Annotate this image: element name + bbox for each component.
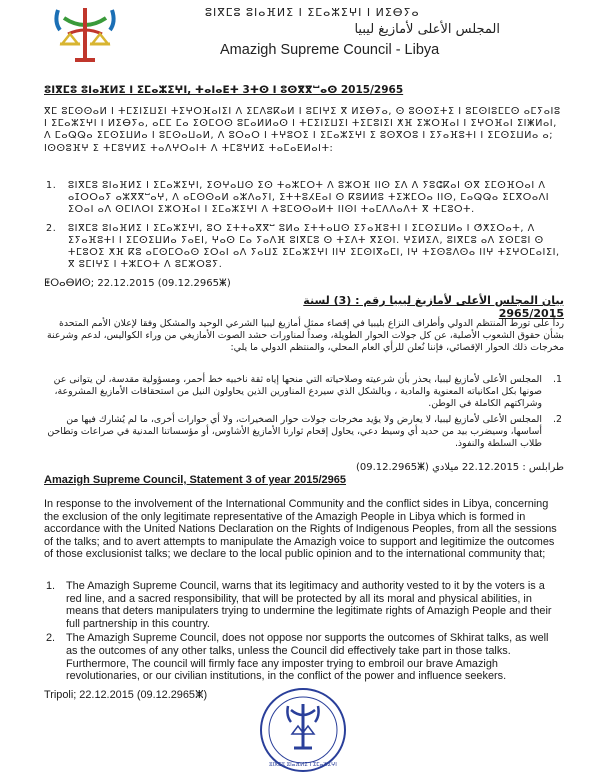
council-logo <box>50 4 120 64</box>
list-item-text: ⵓⵏⴳⵎⵓ ⵓⵏⴰⴼⵍⵉ ⵏ ⵉⵎⴰⵣⵉⵖⵏ, ⵉⵙⵖⴰⵡⵙ ⵉⵙ ⵜⴰⵣⵎⵔⵜ ⴷ ⵓⵣⵔⴼ ⵏⵏⵙ ⵉⴷ ⴷ ⵢⵓⵛⴽⴰⵏ ⵙⴳ ⵉⵎⵙⴼⵔⴰⵏ ⴷ ⴰⵊⵔⵔⴰⵢ ⴰⵣⴳⴳⵯⴰⵖ, ⴷ ⴰⵎⵙⵙⴰⵍ ⴰⵣⴷⴰⵢⵏ, ⵉⵜⵜⵓⵃⴹⴰⵏ ⵙ ⴽⵓⵍⵍⵓ ⵜⵉⵣⵎⵔⴰ ⵏⵏⵙ, ⵎⴰⵕⵕⴰ ⵉⵎⴳⵔⴰⴷⵏ ⵉⵔⴰⵏ ⴰⴷ ⵙⵎⵏⴷⵔⵏ ⵉⵣⵔⴼⴰⵏ ⵏ ⵉⵎⴰⵣⵉⵖⵏ ⴷ ⵜⵓⵎⵙⵙⴰⵍⵜ ⵏⵏⵙⵏ ⵜⴰⵎⴷⴷⴰⴷⵜ ⴳ ⵜⵎⵓⵔⵜ. <box>68 180 550 216</box>
arabic-statement-title: بيان المجلس الأعلى لأمازيغ ليبيا رقم : (3) لسنة 2965/2015 <box>303 294 564 320</box>
list-item-text: المجلس الأعلى لأمازيغ ليبيا، يحذر بأن شرعيته وصلاحياته التي منحها إياه ثقة ناخبيه خط أحمر، ومسؤولية مقدسة، لن يتوانى عن صونها بكل امكانياته المعنوية والمادية ، وبالشكل الذي سيردع المناورين الذين يحاولون النيل من استحقاقات الأمازيغ المشروعة، وشراكتهم الكاملة في الوطن. <box>53 374 542 409</box>
tifinagh-statement-date: ⵟⵔⴰⴱⵍⵙ; 22.12.2015 (09.12.2965ⵥ) <box>44 278 231 289</box>
tifinagh-statement-list <box>44 180 564 277</box>
list-item-text: المجلس الأعلى لأمازيغ ليبيا، لا يعارض ولا يؤيد مخرجات جولات حوار الصخيرات، ولا أي حوارات أخرى، ما لم يُشارك فيها من أساسها، وسيضرب بيد من حديد أي وسيط دعي، يحاول إقحام ثوارنا الأمازيغ الأشاوس، أو مؤسساتنا المدنية في صراعات وتطاحن طلاب السلطة والنفوذ. <box>47 414 542 449</box>
arabic-statement-body: رداً على تورط المنتظم الدولي وأطراف النزاع بليبيا في إقصاء ممثل أمازيغ ليبيا الشرعي الوحيد والمشكل وفقا لإعلان الأمم المتحدة بشأن حقوق الشعوب الأصلية، عن كل جولات الحوار الطويلة، وصداً لمناورات حشد الصوت الأمازيغي من وراء الكواليس، لدعم وشرعنة مخرجات ذلك الحوار الإقصائي، فإننا نُعلن للرأي العام المحلي، والمنتظم الدولي ما يلي: <box>47 318 564 353</box>
list-item <box>44 180 564 217</box>
list-item <box>44 580 562 630</box>
english-statement-list <box>44 580 562 685</box>
arabic-statement-date: طرابلس : 22.12.2015 ميلادي (09.12.2965ⵥ) <box>355 462 564 473</box>
list-item <box>44 374 564 410</box>
english-statement-title: Amazigh Supreme Council, Statement 3 of year 2015/2965 <box>44 474 347 486</box>
list-item-text: The Amazigh Supreme Council, does not oppose nor supports the outcomes of Skhirat talks, as well as the outcomes of any other talks, unless the Council did effectively take part in those talks. Furthermore, The council will firmly face any imposter trying to embroil our brave Amazigh revolutionaries, or our civilian institutions, in the conflict of the power and influence seekers. <box>66 632 549 683</box>
tifinagh-statement-title: ⵓⵏⴳⵎⵓ ⵓⵏⴰⴼⵍⵉ ⵏ ⵉⵎⴰⵣⵉⵖⵏ, ⵜⴰⵏⴰⴹⵜ 3ⵜⵙ ⵏ ⵓⵙⴳⴳⵯⴰⵙ 2015/2965 <box>44 84 404 96</box>
header-english-name: Amazigh Supreme Council - Libya <box>220 42 440 58</box>
arabic-statement-list <box>44 374 564 454</box>
list-item <box>44 414 564 450</box>
list-item-number: 1. <box>46 180 57 191</box>
list-item-number: 1. <box>553 374 562 385</box>
tifinagh-statement-body: ⴳⵎ ⵓⵎⵙⵙⴰⵍ ⵏ ⵜⵎⵉⵏⵉⵡⵉⵏ ⵜⵉⵖⵔⴼⴰⵏⵉⵏ ⴷ ⵉⵎⴷⵓⴽⴰⵍ ⵏ ⵓⵎⵏⵖⵉ ⴳ ⵍⵉⴱⵢⴰ, ⵙ ⵓⵙⵙⵉⵜⵉ ⵏ ⵓⵎⵙⵏⵓⵎⵎⵙ ⴰⵎⵢⴰⵏⵓ ⵏ ⵉⵎⴰⵣⵉⵖⵏ ⵏ ⵍⵉⴱⵢⴰ, ⴰⵎⵎ ⵎⴰ ⵉⵙⵎⵔⵙ ⵓⵎⴰⵍⵍⴰⵙ ⵏ ⵜⵎⵉⵏⵉⵡⵉⵏ ⵜⵉⵎⵓⵏⵉⵏ ⵅⴼ ⵉⵣⵔⴼⴰⵏ ⵏ ⵉⵖⵔⴼⴰⵏ ⵉⵏⵥⵍⴰⵏ, ⴷ ⵎⴰⵕⵕⴰ ⵉⵎⵙⵉⵡⵍⴰ ⵏ ⵓⵎⵙⴰⵡⴰⵍ, ⴷ ⵓⵔⴰⵔ ⵏ ⵜⵖⵓⵔⵉ ⵏ ⵉⵎⴰⵣⵉⵖⵏ ⵉ ⵓⵙⴳⵔⵓ ⵏ ⵉⵢⴰⴼⵓⵜⵏ ⵏ ⵉⵎⵙⵉⵡⵍⴰ ⴰ; ⵏⵙⵙⵓⴼⵖ ⵉ ⵜⵎⵓⵖⵍⵉ ⵜⴰⴷⵖⵔⴰⵏⵜ ⴷ ⵜⵎⵓⵖⵍⵉ ⵜⴰⵎⴰⴹⵍⴰⵏⵜ: <box>44 106 561 154</box>
seal-ring-text: ⵓⵏⴳⵎⵓ ⵓⵏⴰⴼⵍⵉ ⵏ ⵉⵎⴰⵣⵉⵖⵏ <box>269 762 337 768</box>
header-tifinagh-name: ⵓⵏⴳⵎⵓ ⵓⵏⴰⴼⵍⵉ ⵏ ⵉⵎⴰⵣⵉⵖⵏ ⵏ ⵍⵉⴱⵢⴰ <box>205 6 420 19</box>
list-item <box>44 632 562 682</box>
header-arabic-name: المجلس الأعلى لأمازيغ ليبيا <box>354 22 500 37</box>
list-item-number: 2. <box>46 222 57 234</box>
list-item-number: 2. <box>46 632 56 645</box>
english-statement-body: In response to the involvement of the International Community and the conflict sides in Libya, concerning the exclusion of the only legitimate representative of the Amazigh People in Libya which is formed in accordance with the United Nations Declaration on the Rights of Indigenous Peoples, from all the sessions of the talks; and to avert attempts to manipulate the Amazigh voice to support and legitimize the outcomes of those exclusionist talks; we declare to the local public opinion and to the international community that; <box>44 498 557 561</box>
council-seal <box>258 686 348 774</box>
list-item-text: The Amazigh Supreme Council, warns that its legitimacy and authority vested to it by the voters is a red line, and a sacred responsibility, that will be protected by all its moral and physical abilities, in means that deters manipulaters trying to undermine the legitimate rights of Amazigh People and their full partnership in this country. <box>66 580 552 630</box>
list-item <box>44 223 564 272</box>
list-item-number: 1. <box>46 580 56 592</box>
list-item-number: 2. <box>553 414 562 425</box>
english-statement-date: Tripoli; 22.12.2015 (09.12.2965ⵥ) <box>44 689 208 701</box>
list-item-text: ⵓⵏⴳⵎⵓ ⵓⵏⴰⴼⵍⵉ ⵏ ⵉⵎⴰⵣⵉⵖⵏ, ⵓⵔ ⵉⵜⵜⴰⴳⴳⵯ ⵓⵍⴰ ⵉⵜⵜⴰⵡⵙ ⵉⵢⴰⴼⵓⵜⵏ ⵏ ⵉⵎⵙⵉⵡⵍⴰ ⵏ ⵚⵅⵉⵔⴰⵜ, ⴷ ⵉⵢⴰⴼⵓⵜⵏ ⵏ ⵉⵎⵙⵉⵡⵍⴰ ⵢⴰⴹⵏ, ⵖⴰⵙ ⵎⴰ ⵢⴰⴷⴼ ⵓⵏⴳⵎⵓ ⵙ ⵜⵉⴷⵜ ⴳⵉⵙⵏ. ⵖⵉⵍⵉⴷ, ⵓⵏⴳⵎⵓ ⴰⴷ ⵉⵙⵎⵓⵏ ⵙ ⵜⵎⵓⵔⵉ ⵅⴼ ⴽⵓ ⴰⵎⵙⵎⵔⴰⵙ ⵉⵔⴰⵏ ⴰⴷ ⵢⴰⵡⵉ ⵉⵎⴰⵣⵉⵖⵏ ⵏⵏⵖ ⵉⵎⵙⵏⴳⴰⵎⵏ, ⵏⵖ ⵜⵉⵙⵓⴷⵙⴰ ⵏⵏⵖ ⵜⵉⵖⵔⵎⴰⵏⵉⵏ, ⴳ ⵓⵎⵏⵖⵉ ⵏ ⵜⵣⵎⵔⵜ ⴷ ⵓⵎⵣⵔⵓⵢ. <box>68 222 560 271</box>
